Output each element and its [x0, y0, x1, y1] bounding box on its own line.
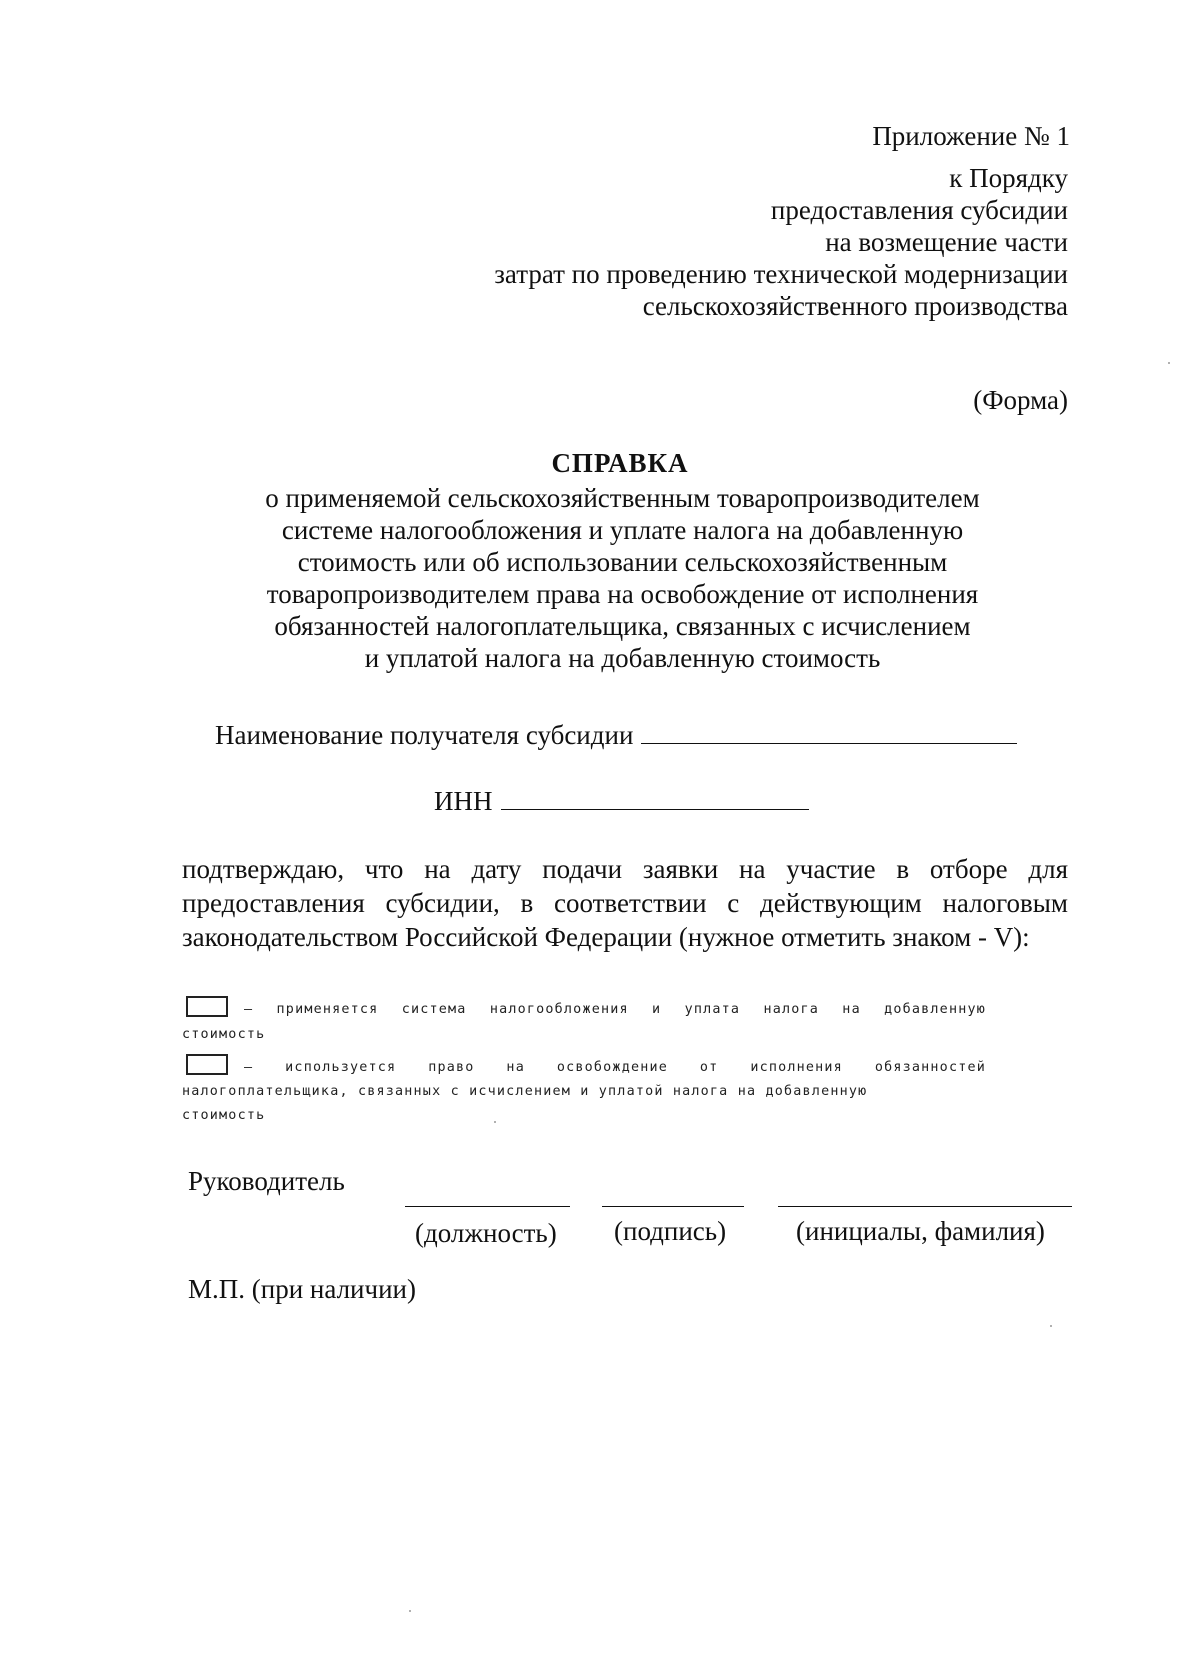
header-line-1: к Порядку [949, 163, 1068, 193]
subtitle-line-6: и уплатой налога на добавленную стоимость [364, 643, 881, 673]
option-2-line-1: – используется право на освобождение от исполнения обязанностей [244, 1060, 986, 1075]
subtitle-line-2: системе налогообложения и уплате налога на добавленную [281, 515, 964, 545]
option-2-line-3: стоимость [182, 1108, 266, 1123]
scan-speck [494, 1121, 496, 1123]
position-caption: (должность) [415, 1218, 557, 1248]
subtitle-line-1: о применяемой сельскохозяйственным товаропроизводителем [265, 483, 980, 513]
head-label: Руководитель [188, 1166, 345, 1196]
statement-paragraph [182, 852, 1068, 954]
inn-label: ИНН [434, 786, 493, 816]
header-line-2: предоставления субсидии [770, 195, 1068, 225]
scan-speck [1168, 362, 1170, 364]
option-vat-exemption-checkbox[interactable] [186, 1054, 228, 1075]
stamp-label: М.П. (при наличии) [188, 1274, 416, 1304]
header-line-3: на возмещение части [825, 227, 1068, 257]
option-1-line-1: – применяется система налогообложения и уплата налога на добавленную [244, 1002, 986, 1017]
option-1-line-2: стоимость [182, 1027, 266, 1042]
scan-speck [409, 1610, 411, 1612]
header-line-5: сельскохозяйственного производства [642, 291, 1068, 321]
document-title: СПРАВКА [551, 448, 689, 478]
name-line[interactable] [778, 1206, 1072, 1207]
position-line[interactable] [405, 1206, 570, 1207]
subtitle-line-3: стоимость или об использовании сельскохозяйственным [297, 547, 948, 577]
option-vat-payer-checkbox[interactable] [186, 996, 228, 1017]
option-2-line-2: налогоплательщика, связанных с исчислением и уплатой налога на добавленную [182, 1084, 868, 1099]
subtitle-line-5: обязанностей налогоплательщика, связанных с исчислением [274, 611, 971, 641]
name-caption: (инициалы, фамилия) [796, 1216, 1045, 1246]
recipient-label: Наименование получателя субсидии [215, 720, 634, 750]
statement-line-2: предоставления субсидии, в соответствии с действующим налоговым [182, 888, 1068, 918]
form-label: (Форма) [973, 385, 1068, 415]
recipient-field-row [215, 720, 1017, 751]
signature-caption: (подпись) [614, 1216, 727, 1246]
statement-line-3: законодательством Российской Федерации (нужное отметить знаком - V): [182, 922, 1030, 952]
statement-line-1: подтверждаю, что на дату подачи заявки на участие в отборе для [182, 854, 1068, 884]
recipient-name-field[interactable] [641, 721, 1017, 744]
signature-line[interactable] [602, 1206, 744, 1207]
inn-field-row [434, 786, 809, 817]
header-line-4: затрат по проведению технической модернизации [494, 259, 1068, 289]
scan-speck [1050, 1325, 1052, 1327]
subtitle-line-4: товаропроизводителем права на освобождение от исполнения [266, 579, 979, 609]
inn-field[interactable] [501, 787, 809, 810]
appendix-number: Приложение № 1 [872, 121, 1070, 151]
